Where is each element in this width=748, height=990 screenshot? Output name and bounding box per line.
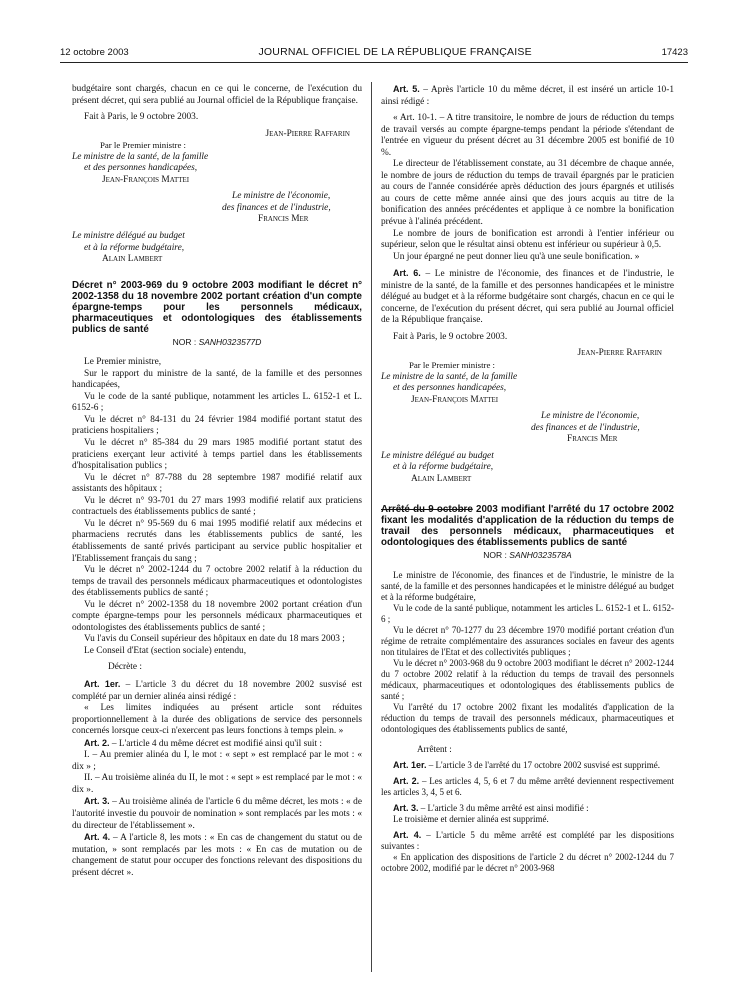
- nor-reference-right: [381, 550, 674, 562]
- article-5-quote-3: Le nombre de jours de bonification est arrondi à l'entier inférieur ou supérieur, selon que le résultat ainsi obtenu est inférieur ou supérieur à 0,5.: [381, 228, 674, 251]
- visa-2: Vu le code de la santé publique, notamment les articles L. 6152-1 et L. 6152-6 ;: [72, 391, 362, 414]
- visa-1: Sur le rapport du ministre de la santé, de la famille et des personnes handicapées,: [72, 368, 362, 391]
- closing-paragraph: budgétaire sont chargés, chacun en ce qui le concerne, de l'exécution du présent décret, qui sera publié au Journal officiel de la République française.: [72, 84, 362, 106]
- decrete: Décrète :: [108, 662, 142, 673]
- page-header: [60, 44, 688, 60]
- article-5-quote-1: « Art. 10-1. – A titre transitoire, le nombre de jours de réduction du temps de travail versés au compte épargne-temps pendant la période s'étendant de l'entrée en vigueur du présent décret au 31 décembre 2005 est bonifié de 10 %.: [381, 113, 674, 158]
- visa-9: Vu le décret n° 2002-1358 du 18 novembre 2002 portant création d'un compte épargne-temps pour les personnels médicaux pharmaceutiques et odontologistes des établissements publics de santé ;: [72, 599, 362, 633]
- arrete-article-3-text: – L'article 3 du même arrêté est ainsi modifié :: [418, 803, 589, 814]
- article-3: [72, 796, 362, 832]
- article-2-label: Art. 2.: [84, 737, 110, 748]
- minister-sante-line2-right: et des personnes handicapées,: [393, 383, 507, 394]
- visa-r-3: Vu le décret n° 2003-968 du 9 octobre 2003 modifiant le décret n° 2002-1244 du 7 octobre 2002 relatif à la réduction du temps de travail des personnels médicaux, pharmaceutiques et odontologiques des établissements publics de santé ;: [381, 658, 674, 702]
- visa-4: Vu le décret n° 85-384 du 29 mars 1985 modifié portant statut des praticiens exerçant leur activité à temps partiel dans les établissements d'hospitalisation publics ;: [72, 438, 362, 472]
- minister-eco-line2-right: des finances et de l'industrie,: [531, 422, 640, 433]
- article-3-label: Art. 3.: [84, 796, 110, 807]
- arrete-article-2-text: – Les articles 4, 5, 6 et 7 du même arrêté deviennent respectivement les articles 3, 4, 5 et 6.: [381, 776, 674, 798]
- article-5-quote-2: Le directeur de l'établissement constate, au 31 décembre de chaque année, le nombre de jours de réduction du temps de travail épargnés par le praticien au cours de l'année considérée après déduction des jours épargnés et utilisés au cours de cette même année ainsi que des jours acquis au titre de la bonification des années précédentes et applique à ce nombre la bonification prévue à l'alinéa précédent.: [381, 159, 674, 228]
- article-5: [381, 84, 674, 108]
- par-premier-ministre-right: Par le Premier ministre :: [409, 360, 495, 371]
- article-2-i: I. – Au premier alinéa du I, le mot : « sept » est remplacé par le mot : « dix » ;: [72, 750, 362, 772]
- minister-sante-line1-right: Le ministre de la santé, de la famille: [381, 371, 518, 382]
- fait-a-paris: Fait à Paris, le 9 octobre 2003.: [84, 112, 199, 123]
- visa-r-2: Vu le décret n° 70-1277 du 23 décembre 1970 modifié portant création d'un régime de retraite complémentaire des assurances sociales en faveur des agents non titulaires de l'Etat et des collectivités publiques ;: [381, 625, 674, 658]
- minister-eco-line1-right: Le ministre de l'économie,: [541, 411, 640, 422]
- journal-title: JOURNAL OFFICIEL DE LA RÉPUBLIQUE FRANÇAISE: [258, 46, 532, 58]
- nor-reference: [72, 337, 362, 349]
- article-6: [381, 268, 674, 327]
- arrete-article-3-label: Art. 3.: [393, 803, 419, 814]
- nor-label: NOR :: [172, 336, 197, 347]
- visa-5: Vu le décret n° 87-788 du 28 septembre 1987 modifié relatif aux assistants des hôpitaux ;: [72, 472, 362, 495]
- minister-budget-line1-right: Le ministre délégué au budget: [381, 450, 494, 461]
- minister-sante-line1: Le ministre de la santé, de la famille: [72, 151, 209, 162]
- visa-6: Vu le décret n° 93-701 du 27 mars 1993 modifié relatif aux praticiens contractuels des établissements publics de santé ;: [72, 495, 362, 518]
- signature-pm-right: Jean-Pierre Raffarin: [577, 348, 662, 359]
- arrete-article-2: [381, 776, 674, 798]
- article-1-quote: « Les limites indiquées au présent article sont réduites proportionnellement à la durée des obligations de service des personnels concernés lorsque ceux-ci n'exercent pas leurs fonctions à temps plein. »: [72, 703, 362, 737]
- signature-pm: Jean-Pierre Raffarin: [265, 128, 350, 139]
- minister-eco-name: Francis Mer: [258, 214, 309, 225]
- right-column: [381, 84, 674, 874]
- minister-budget-line2-right: et à la réforme budgétaire,: [393, 462, 494, 473]
- header-rule: [60, 62, 688, 63]
- article-1-text: – L'article 3 du décret du 18 novembre 2002 susvisé est complété par un dernier alinéa ainsi rédigé :: [72, 679, 362, 702]
- minister-sante-line2: et des personnes handicapées,: [84, 163, 198, 174]
- nor-label-right: NOR :: [483, 549, 507, 560]
- arrete-article-2-label: Art. 2.: [393, 776, 420, 787]
- arretent: Arrêtent :: [417, 744, 452, 755]
- minister-eco-line2: des finances et de l'industrie,: [222, 202, 331, 213]
- article-2-text: – L'article 4 du même décret est modifié ainsi qu'il suit :: [109, 738, 323, 749]
- arrete-article-3-sub: Le troisième et dernier alinéa est supprimé.: [393, 814, 549, 825]
- minister-sante-name-right: Jean-François Mattei: [411, 394, 499, 405]
- article-6-label: Art. 6.: [393, 268, 421, 279]
- arrete-article-1-label: Art. 1er.: [393, 760, 427, 771]
- left-column: [72, 84, 362, 879]
- article-2-ii: II. – Au troisième alinéa du II, le mot : « sept » est remplacé par le mot : « dix ».: [72, 773, 362, 795]
- minister-budget-name-right: Alain Lambert: [411, 473, 472, 484]
- arrete-title: [381, 504, 674, 548]
- article-5-text: – Après l'article 10 du même décret, il est inséré un article 10-1 ainsi rédigé :: [381, 85, 674, 107]
- arrete-article-1: [381, 760, 674, 771]
- header-date: 12 octobre 2003: [60, 46, 129, 58]
- nor-value: SANH0323577D: [198, 336, 262, 347]
- article-3-text: – Au troisième alinéa de l'article 6 du même décret, les mots : « de l'autorité investie du pouvoir de nomination » sont remplacés par les mots : « du directeur de l'établissement ».: [72, 797, 362, 831]
- arrete-article-1-text: – L'article 3 de l'arrêté du 17 octobre 2002 susvisé est supprimé.: [426, 760, 660, 771]
- decree-title: Décret n° 2003-969 du 9 octobre 2003 modifiant le décret n° 2002-1358 du 18 novembre 2002 portant création d'un compte épargne-temps pour les personnels médicaux, pharmaceutiques et odontologiques des établissements publics de santé: [72, 279, 362, 335]
- arrete-title-struck: Arrêté du 9 octobre: [381, 503, 473, 515]
- column-divider: [371, 82, 372, 972]
- visa-11: Le Conseil d'Etat (section sociale) entendu,: [84, 645, 247, 656]
- visa-r-0: Le ministre de l'économie, des finances et de l'industrie, le ministre de la santé, de la famille et des personnes handicapées et le ministre délégué au budget et à la réforme budgétaire,: [381, 570, 674, 603]
- arrete-article-4-label: Art. 4.: [393, 830, 422, 841]
- article-1: [72, 679, 362, 703]
- minister-budget-name: Alain Lambert: [102, 254, 163, 265]
- article-5-label: Art. 5.: [393, 84, 420, 94]
- visa-0: Le Premier ministre,: [84, 357, 162, 368]
- arrete-article-4: [381, 830, 674, 852]
- article-2: [72, 738, 362, 751]
- arrete-title-rest: 2003 modifiant l'arrêté du 17 octobre 2002 fixant les modalités d'application de la réduction du temps de travail des personnels médicaux, pharmaceutiques et odontologiques des établissements publics de santé: [381, 503, 674, 548]
- visa-7: Vu le décret n° 95-569 du 6 mai 1995 modifié relatif aux médecins et pharmaciens recrutés dans les établissements publics de santé, les établissements de santé privés participant au service public hospitalier et l'Etablissement français du sang ;: [72, 518, 362, 564]
- visa-8: Vu le décret n° 2002-1244 du 7 octobre 2002 relatif à la réduction du temps de travail des personnels médicaux pharmaceutiques et odontologistes des établissements publics de santé ;: [72, 565, 362, 599]
- minister-eco-line1: Le ministre de l'économie,: [232, 191, 331, 202]
- article-1-label: Art. 1er.: [84, 678, 121, 689]
- par-premier-ministre: Par le Premier ministre :: [100, 140, 186, 151]
- article-6-text: – Le ministre de l'économie, des finances et de l'industrie, le ministre de la santé, de la famille et des personnes handicapées et le ministre délégué au budget et à la réforme budgétaire sont chargés, chacun en ce qui le concerne, de l'exécution du présent décret, qui sera publié au Journal officiel de la République française.: [381, 269, 674, 326]
- page-number: 17423: [661, 46, 688, 58]
- visa-r-1: Vu le code de la santé publique, notamment les articles L. 6152-1 et L. 6152-6 ;: [381, 603, 674, 625]
- fait-a-paris-right: Fait à Paris, le 9 octobre 2003.: [393, 331, 508, 342]
- arrete-article-4-quote: « En application des dispositions de l'article 2 du décret n° 2002-1244 du 7 octobre 2002, modifié par le décret n° 2003-968: [381, 852, 674, 874]
- arrete-article-4-text: – L'article 5 du même arrêté est complété par les dispositions suivantes :: [381, 830, 674, 852]
- visa-3: Vu le décret n° 84-131 du 24 février 1984 modifié portant statut des praticiens hospitaliers ;: [72, 414, 362, 437]
- minister-budget-line1: Le ministre délégué au budget: [72, 231, 185, 242]
- article-4-text: – A l'article 8, les mots : « En cas de changement du statut ou de mutation, » sont remplacés par les mots : « En cas de mutation ou de changement de statut pour occuper des fonctions relevant des dispositions du présent décret ».: [72, 833, 362, 878]
- nor-value-right: SANH0323578A: [509, 549, 572, 560]
- article-4-label: Art. 4.: [84, 832, 111, 843]
- article-5-quote-4: Un jour épargné ne peut donner lieu qu'à une seule bonification. »: [393, 251, 640, 262]
- article-4: [72, 832, 362, 879]
- visa-r-4: Vu l'arrêté du 17 octobre 2002 fixant les modalités d'application de la réduction du temps de travail des personnels médicaux, pharmaceutiques et odontologiques des établissements publics de santé,: [381, 702, 674, 735]
- minister-eco-name-right: Francis Mer: [567, 434, 618, 445]
- arrete-article-3: [381, 803, 674, 814]
- visa-10: Vu l'avis du Conseil supérieur des hôpitaux en date du 18 mars 2003 ;: [84, 634, 345, 645]
- minister-budget-line2: et à la réforme budgétaire,: [84, 242, 185, 253]
- minister-sante-name: Jean-François Mattei: [102, 174, 190, 185]
